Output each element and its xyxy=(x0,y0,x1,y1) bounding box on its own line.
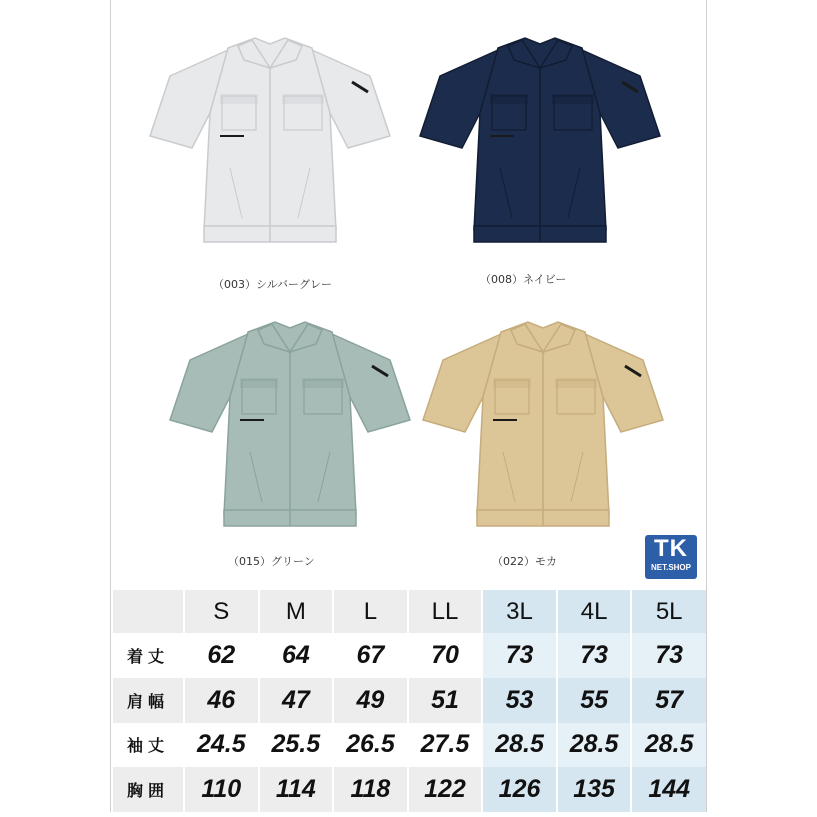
product-silver-gray[interactable] xyxy=(140,18,400,298)
size-header: 5L xyxy=(631,590,706,633)
product-caption: （008）ネイビー xyxy=(480,273,567,286)
table-cell: 67 xyxy=(333,633,408,678)
table-cell: 28.5 xyxy=(557,723,632,768)
shop-logo[interactable] xyxy=(645,535,697,579)
size-header: M xyxy=(259,590,334,633)
table-cell: 114 xyxy=(259,767,334,812)
table-cell: 122 xyxy=(408,767,483,812)
table-cell: 135 xyxy=(557,767,632,812)
table-cell: 25.5 xyxy=(259,723,334,768)
work-jacket-icon xyxy=(410,18,670,258)
table-cell: 62 xyxy=(184,633,259,678)
table-cell: 73 xyxy=(631,633,706,678)
table-cell: 57 xyxy=(631,678,706,723)
work-jacket-icon xyxy=(413,302,673,542)
size-header: 4L xyxy=(557,590,632,633)
product-caption: （003）シルバーグレー xyxy=(213,278,332,291)
table-cell: 55 xyxy=(557,678,632,723)
table-cell: 47 xyxy=(259,678,334,723)
table-cell: 73 xyxy=(482,633,557,678)
table-cell: 28.5 xyxy=(482,723,557,768)
size-table xyxy=(113,590,706,812)
logo-subtext: NET.SHOP xyxy=(650,563,691,572)
table-row xyxy=(113,678,706,723)
table-cell: 26.5 xyxy=(333,723,408,768)
size-header: L xyxy=(333,590,408,633)
size-header: S xyxy=(184,590,259,633)
table-cell: 46 xyxy=(184,678,259,723)
table-row xyxy=(113,723,706,768)
table-cell: 110 xyxy=(184,767,259,812)
table-cell: 49 xyxy=(333,678,408,723)
table-cell: 70 xyxy=(408,633,483,678)
size-header-row xyxy=(113,590,706,633)
row-label: 袖丈 xyxy=(113,723,184,768)
logo-text: TK xyxy=(654,535,688,562)
table-cell: 51 xyxy=(408,678,483,723)
table-cell: 28.5 xyxy=(631,723,706,768)
size-header: 3L xyxy=(482,590,557,633)
work-jacket-icon xyxy=(160,302,420,542)
table-cell: 73 xyxy=(557,633,632,678)
table-cell: 118 xyxy=(333,767,408,812)
row-label: 胸囲 xyxy=(113,767,184,812)
table-cell: 24.5 xyxy=(184,723,259,768)
table-row xyxy=(113,767,706,812)
row-label: 肩幅 xyxy=(113,678,184,723)
product-caption: （015）グリーン xyxy=(228,555,315,568)
corner-cell xyxy=(113,590,184,633)
work-jacket-icon xyxy=(140,18,400,258)
product-caption: （022）モカ xyxy=(492,555,557,568)
product-mocha[interactable] xyxy=(413,302,673,582)
table-cell: 53 xyxy=(482,678,557,723)
size-header: LL xyxy=(408,590,483,633)
table-cell: 64 xyxy=(259,633,334,678)
table-cell: 126 xyxy=(482,767,557,812)
product-green[interactable] xyxy=(160,302,420,582)
row-label: 着丈 xyxy=(113,633,184,678)
table-cell: 144 xyxy=(631,767,706,812)
table-cell: 27.5 xyxy=(408,723,483,768)
product-navy[interactable] xyxy=(410,18,670,298)
table-row xyxy=(113,633,706,678)
